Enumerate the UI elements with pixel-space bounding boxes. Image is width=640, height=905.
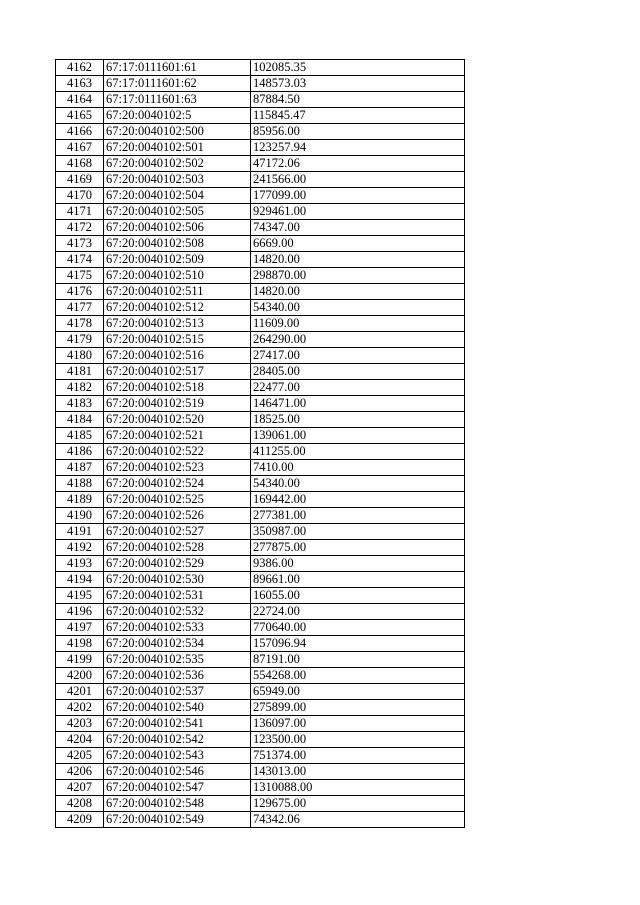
table-row: [56, 396, 465, 412]
table-row: [56, 508, 465, 524]
table-row: [56, 348, 465, 364]
value-cell: 146471.00: [251, 396, 465, 412]
row-number-cell: 4176: [56, 284, 104, 300]
table-row: [56, 636, 465, 652]
cadastral-number-cell: 67:20:0040102:532: [104, 604, 251, 620]
row-number-cell: 4188: [56, 476, 104, 492]
cadastral-number-cell: 67:17:0111601:62: [104, 76, 251, 92]
cadastral-number-cell: 67:20:0040102:541: [104, 716, 251, 732]
row-number-cell: 4206: [56, 764, 104, 780]
value-cell: 115845.47: [251, 108, 465, 124]
cadastral-number-cell: 67:20:0040102:522: [104, 444, 251, 460]
row-number-cell: 4170: [56, 188, 104, 204]
table-row: [56, 604, 465, 620]
table-row: [56, 236, 465, 252]
value-cell: 264290.00: [251, 332, 465, 348]
cadastral-number-cell: 67:20:0040102:511: [104, 284, 251, 300]
row-number-cell: 4196: [56, 604, 104, 620]
table-row: [56, 700, 465, 716]
value-cell: 47172.06: [251, 156, 465, 172]
table-row: [56, 364, 465, 380]
value-cell: 14820.00: [251, 252, 465, 268]
row-number-cell: 4204: [56, 732, 104, 748]
row-number-cell: 4177: [56, 300, 104, 316]
cadastral-number-cell: 67:20:0040102:527: [104, 524, 251, 540]
table-row: [56, 588, 465, 604]
value-cell: 123500.00: [251, 732, 465, 748]
cadastral-number-cell: 67:20:0040102:533: [104, 620, 251, 636]
row-number-cell: 4165: [56, 108, 104, 124]
table-row: [56, 220, 465, 236]
value-cell: 275899.00: [251, 700, 465, 716]
table-row: [56, 284, 465, 300]
cadastral-number-cell: 67:20:0040102:547: [104, 780, 251, 796]
row-number-cell: 4186: [56, 444, 104, 460]
cadastral-number-cell: 67:20:0040102:521: [104, 428, 251, 444]
table-row: [56, 428, 465, 444]
cadastral-number-cell: 67:20:0040102:510: [104, 268, 251, 284]
row-number-cell: 4205: [56, 748, 104, 764]
table-row: [56, 684, 465, 700]
table-row: [56, 300, 465, 316]
row-number-cell: 4192: [56, 540, 104, 556]
cadastral-number-cell: 67:20:0040102:501: [104, 140, 251, 156]
row-number-cell: 4190: [56, 508, 104, 524]
table-row: [56, 316, 465, 332]
row-number-cell: 4182: [56, 380, 104, 396]
cadastral-number-cell: 67:20:0040102:548: [104, 796, 251, 812]
value-cell: 54340.00: [251, 300, 465, 316]
row-number-cell: 4202: [56, 700, 104, 716]
table-row: [56, 476, 465, 492]
cadastral-number-cell: 67:17:0111601:63: [104, 92, 251, 108]
table-row: [56, 124, 465, 140]
table-row: [56, 92, 465, 108]
table-row: [56, 188, 465, 204]
cadastral-number-cell: 67:20:0040102:543: [104, 748, 251, 764]
row-number-cell: 4198: [56, 636, 104, 652]
table-row: [56, 764, 465, 780]
cadastral-number-cell: 67:20:0040102:503: [104, 172, 251, 188]
value-cell: 139061.00: [251, 428, 465, 444]
table-row: [56, 572, 465, 588]
row-number-cell: 4166: [56, 124, 104, 140]
row-number-cell: 4187: [56, 460, 104, 476]
cadastral-number-cell: 67:20:0040102:542: [104, 732, 251, 748]
value-cell: 102085.35: [251, 60, 465, 76]
value-cell: 136097.00: [251, 716, 465, 732]
row-number-cell: 4209: [56, 812, 104, 828]
cadastral-number-cell: 67:20:0040102:516: [104, 348, 251, 364]
row-number-cell: 4178: [56, 316, 104, 332]
cadastral-number-cell: 67:20:0040102:515: [104, 332, 251, 348]
value-cell: 89661.00: [251, 572, 465, 588]
row-number-cell: 4208: [56, 796, 104, 812]
row-number-cell: 4164: [56, 92, 104, 108]
row-number-cell: 4173: [56, 236, 104, 252]
value-cell: 770640.00: [251, 620, 465, 636]
value-cell: 22477.00: [251, 380, 465, 396]
cadastral-number-cell: 67:20:0040102:506: [104, 220, 251, 236]
row-number-cell: 4180: [56, 348, 104, 364]
cadastral-number-cell: 67:20:0040102:512: [104, 300, 251, 316]
cadastral-number-cell: 67:20:0040102:505: [104, 204, 251, 220]
cadastral-number-cell: 67:20:0040102:502: [104, 156, 251, 172]
row-number-cell: 4194: [56, 572, 104, 588]
value-cell: 751374.00: [251, 748, 465, 764]
row-number-cell: 4174: [56, 252, 104, 268]
table-row: [56, 540, 465, 556]
value-cell: 1310088.00: [251, 780, 465, 796]
value-cell: 148573.03: [251, 76, 465, 92]
cadastral-number-cell: 67:20:0040102:546: [104, 764, 251, 780]
row-number-cell: 4183: [56, 396, 104, 412]
row-number-cell: 4169: [56, 172, 104, 188]
cadastral-number-cell: 67:17:0111601:61: [104, 60, 251, 76]
value-cell: 411255.00: [251, 444, 465, 460]
value-cell: 241566.00: [251, 172, 465, 188]
row-number-cell: 4181: [56, 364, 104, 380]
table-row: [56, 796, 465, 812]
value-cell: 85956.00: [251, 124, 465, 140]
row-number-cell: 4167: [56, 140, 104, 156]
value-cell: 169442.00: [251, 492, 465, 508]
cadastral-number-cell: 67:20:0040102:531: [104, 588, 251, 604]
value-cell: 27417.00: [251, 348, 465, 364]
cadastral-number-cell: 67:20:0040102:524: [104, 476, 251, 492]
table-row: [56, 108, 465, 124]
row-number-cell: 4191: [56, 524, 104, 540]
table-row: [56, 268, 465, 284]
value-cell: 277875.00: [251, 540, 465, 556]
cadastral-number-cell: 67:20:0040102:530: [104, 572, 251, 588]
row-number-cell: 4184: [56, 412, 104, 428]
table-row: [56, 524, 465, 540]
table-row: [56, 332, 465, 348]
cadastral-number-cell: 67:20:0040102:523: [104, 460, 251, 476]
cadastral-number-cell: 67:20:0040102:509: [104, 252, 251, 268]
table-row: [56, 492, 465, 508]
value-cell: 9386.00: [251, 556, 465, 572]
table-row: [56, 620, 465, 636]
row-number-cell: 4185: [56, 428, 104, 444]
value-cell: 157096.94: [251, 636, 465, 652]
cadastral-number-cell: 67:20:0040102:549: [104, 812, 251, 828]
value-cell: 22724.00: [251, 604, 465, 620]
table-row: [56, 812, 465, 828]
cadastral-number-cell: 67:20:0040102:540: [104, 700, 251, 716]
table-row: [56, 668, 465, 684]
value-cell: 74347.00: [251, 220, 465, 236]
row-number-cell: 4200: [56, 668, 104, 684]
value-cell: 18525.00: [251, 412, 465, 428]
table-row: [56, 412, 465, 428]
table-row: [56, 460, 465, 476]
row-number-cell: 4201: [56, 684, 104, 700]
value-cell: 123257.94: [251, 140, 465, 156]
cadastral-number-cell: 67:20:0040102:513: [104, 316, 251, 332]
cadastral-number-cell: 67:20:0040102:535: [104, 652, 251, 668]
row-number-cell: 4172: [56, 220, 104, 236]
cadastral-number-cell: 67:20:0040102:518: [104, 380, 251, 396]
cadastral-number-cell: 67:20:0040102:528: [104, 540, 251, 556]
value-cell: 7410.00: [251, 460, 465, 476]
row-number-cell: 4171: [56, 204, 104, 220]
value-cell: 350987.00: [251, 524, 465, 540]
row-number-cell: 4175: [56, 268, 104, 284]
row-number-cell: 4193: [56, 556, 104, 572]
row-number-cell: 4168: [56, 156, 104, 172]
table-row: [56, 140, 465, 156]
table-row: [56, 444, 465, 460]
row-number-cell: 4199: [56, 652, 104, 668]
row-number-cell: 4189: [56, 492, 104, 508]
cadastral-number-cell: 67:20:0040102:504: [104, 188, 251, 204]
table-row: [56, 380, 465, 396]
value-cell: 298870.00: [251, 268, 465, 284]
value-cell: 87884.50: [251, 92, 465, 108]
cadastral-number-cell: 67:20:0040102:536: [104, 668, 251, 684]
value-cell: 74342.06: [251, 812, 465, 828]
value-cell: 11609.00: [251, 316, 465, 332]
row-number-cell: 4203: [56, 716, 104, 732]
table-row: [56, 748, 465, 764]
row-number-cell: 4207: [56, 780, 104, 796]
cadastral-number-cell: 67:20:0040102:517: [104, 364, 251, 380]
value-cell: 28405.00: [251, 364, 465, 380]
table-row: [56, 732, 465, 748]
cadastral-number-cell: 67:20:0040102:537: [104, 684, 251, 700]
value-cell: 177099.00: [251, 188, 465, 204]
value-cell: 65949.00: [251, 684, 465, 700]
value-cell: 6669.00: [251, 236, 465, 252]
row-number-cell: 4179: [56, 332, 104, 348]
row-number-cell: 4162: [56, 60, 104, 76]
table-row: [56, 172, 465, 188]
table-body: [56, 60, 465, 828]
row-number-cell: 4197: [56, 620, 104, 636]
cadastral-number-cell: 67:20:0040102:525: [104, 492, 251, 508]
cadastral-number-cell: 67:20:0040102:526: [104, 508, 251, 524]
table-row: [56, 556, 465, 572]
cadastral-number-cell: 67:20:0040102:520: [104, 412, 251, 428]
cadastral-number-cell: 67:20:0040102:500: [104, 124, 251, 140]
value-cell: 554268.00: [251, 668, 465, 684]
cadastral-number-cell: 67:20:0040102:5: [104, 108, 251, 124]
table-row: [56, 76, 465, 92]
row-number-cell: 4163: [56, 76, 104, 92]
table-row: [56, 716, 465, 732]
cadastral-number-cell: 67:20:0040102:534: [104, 636, 251, 652]
value-cell: 929461.00: [251, 204, 465, 220]
table-row: [56, 780, 465, 796]
value-cell: 87191.00: [251, 652, 465, 668]
value-cell: 129675.00: [251, 796, 465, 812]
table-row: [56, 652, 465, 668]
value-cell: 277381.00: [251, 508, 465, 524]
table-row: [56, 252, 465, 268]
table-row: [56, 60, 465, 76]
value-cell: 16055.00: [251, 588, 465, 604]
cadastral-number-cell: 67:20:0040102:519: [104, 396, 251, 412]
value-cell: 54340.00: [251, 476, 465, 492]
table-row: [56, 156, 465, 172]
value-cell: 14820.00: [251, 284, 465, 300]
cadastral-number-cell: 67:20:0040102:508: [104, 236, 251, 252]
value-cell: 143013.00: [251, 764, 465, 780]
table-row: [56, 204, 465, 220]
row-number-cell: 4195: [56, 588, 104, 604]
data-table: [55, 59, 465, 828]
cadastral-number-cell: 67:20:0040102:529: [104, 556, 251, 572]
